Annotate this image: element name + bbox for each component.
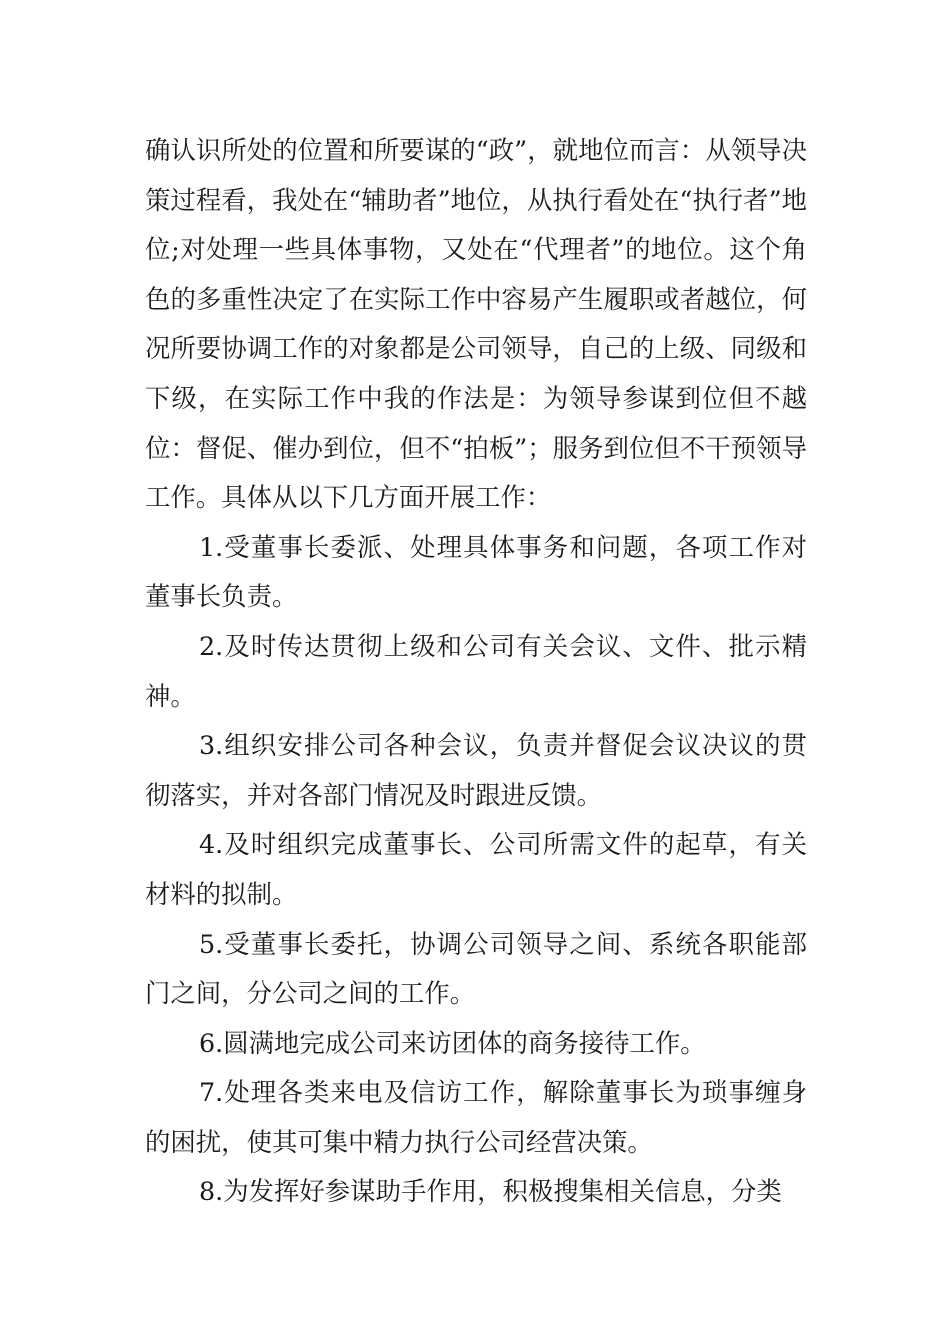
list-item-3: 3.组织安排公司各种会议，负责并督促会议决议的贯彻落实，并对各部门情况及时跟进反馈。 — [145, 730, 807, 810]
list-item-4: 4.及时组织完成董事长、公司所需文件的起草，有关材料的拟制。 — [145, 829, 807, 909]
paragraph-intro: 确认识所处的位置和所要谋的“政”，就地位而言：从领导决策过程看，我处在“辅助者”地位，从执行看处在“执行者”地位;对处理一些具体事物，又处在“代理者”的地位。这个角色的多重性决定了在实际工作中容易产生履职或者越位，何况所要协调工作的对象都是公司领导，自己的上级、同级和下级，在实际工作中我的作法是：为领导参谋到位但不越位：督促、催办到位，但不“拍板”；服务到位但不干预领导工作。具体从以下几方面开展工作： — [145, 135, 807, 513]
document-body — [145, 126, 807, 1217]
list-item-2: 2.及时传达贯彻上级和公司有关会议、文件、批示精神。 — [145, 630, 807, 711]
list-item-8: 8.为发挥好参谋助手作用，积极搜集相关信息，分类 — [199, 1176, 782, 1207]
list-item-6: 6.圆满地完成公司来访团体的商务接待工作。 — [199, 1027, 706, 1058]
list-item-7: 7.处理各类来电及信访工作，解除董事长为琐事缠身的困扰，使其可集中精力执行公司经营决策。 — [145, 1077, 807, 1157]
list-item-1: 1.受董事长委派、处理具体事务和问题，各项工作对董事长负责。 — [145, 531, 807, 612]
list-item-5: 5.受董事长委托，协调公司领导之间、系统各职能部门之间，分公司之间的工作。 — [145, 928, 807, 1009]
